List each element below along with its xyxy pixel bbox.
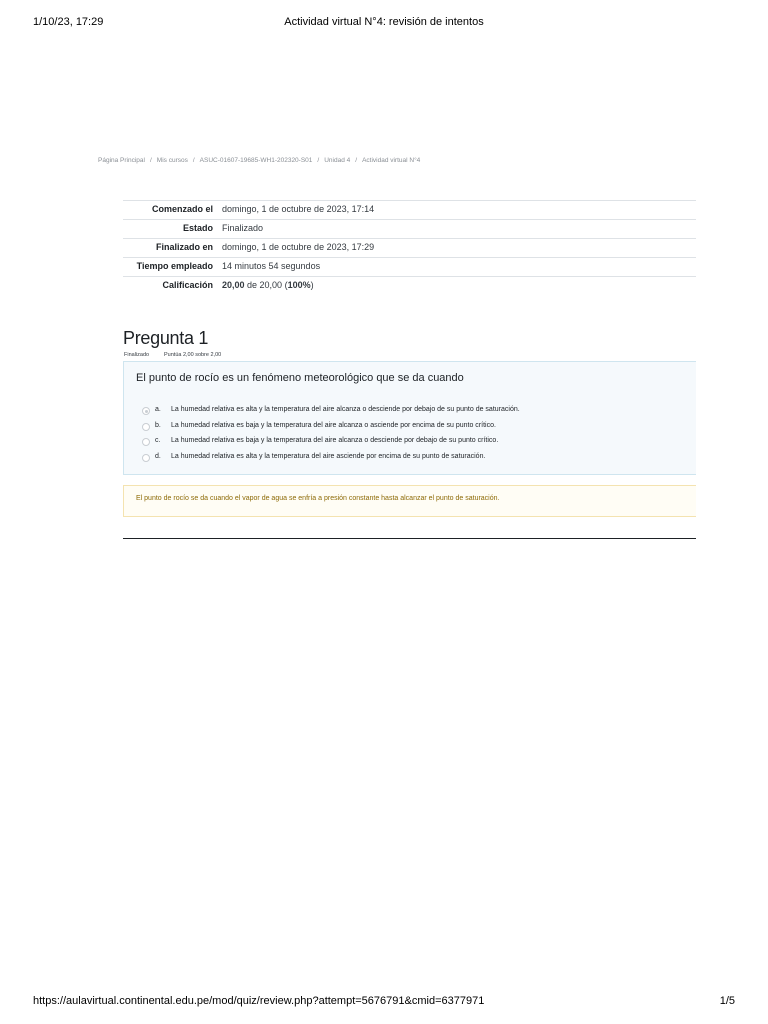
breadcrumb-separator: / bbox=[317, 157, 320, 164]
grade-out-of: de 20,00 ( bbox=[244, 280, 288, 290]
answer-letter: c. bbox=[155, 437, 161, 444]
breadcrumb-activity-link[interactable]: Actividad virtual N°4 bbox=[362, 157, 421, 164]
summary-label: Comenzado el bbox=[151, 204, 213, 214]
breadcrumb-unit-link[interactable]: Unidad 4 bbox=[324, 157, 351, 164]
question-formulation bbox=[123, 361, 696, 475]
grade-score: 20,00 bbox=[222, 280, 245, 290]
breadcrumb-home-link[interactable]: Página Principal bbox=[98, 157, 145, 164]
summary-value: Finalizado bbox=[222, 223, 264, 233]
section-divider bbox=[123, 538, 696, 539]
radio-icon[interactable] bbox=[142, 454, 150, 462]
breadcrumb-separator: / bbox=[355, 157, 358, 164]
summary-label: Calificación bbox=[162, 280, 213, 290]
answer-letter: a. bbox=[155, 406, 161, 413]
grade-percent: 100% bbox=[287, 280, 311, 290]
grade-close-paren: ) bbox=[310, 280, 314, 290]
question-prompt: El punto de rocío es un fenómeno meteorológico que se da cuando bbox=[136, 372, 464, 384]
answer-text: La humedad relativa es alta y la temperatura del aire asciende por encima de su punto de saturación. bbox=[171, 452, 486, 460]
breadcrumb-my-courses-link[interactable]: Mis cursos bbox=[156, 157, 188, 164]
question-grade: Puntúa 2,00 sobre 2,00 bbox=[164, 352, 222, 358]
answer-text: La humedad relativa es baja y la temperatura del aire alcanza o desciende por debajo de su punto crítico. bbox=[171, 437, 499, 444]
question-feedback-box bbox=[123, 485, 696, 517]
answer-letter: b. bbox=[155, 421, 161, 429]
summary-value: domingo, 1 de octubre de 2023, 17:14 bbox=[222, 204, 375, 214]
attempt-summary-table bbox=[123, 200, 696, 295]
summary-row-state bbox=[123, 220, 696, 239]
breadcrumb-separator: / bbox=[192, 157, 195, 164]
breadcrumb bbox=[98, 157, 420, 164]
general-feedback: El punto de rocío se da cuando el vapor de agua se enfría a presión constante hasta alcanzar el punto de saturación. bbox=[136, 495, 500, 502]
summary-value: 14 minutos 54 segundos bbox=[222, 261, 321, 271]
summary-label: Estado bbox=[182, 223, 213, 233]
summary-row-grade bbox=[123, 277, 696, 296]
breadcrumb-course-link[interactable]: ASUC-01607-19685-WH1-202320-S01 bbox=[199, 157, 313, 164]
summary-grade-value bbox=[218, 277, 696, 296]
summary-label: Finalizado en bbox=[155, 242, 213, 252]
summary-row-time-taken bbox=[123, 258, 696, 277]
question-title: Pregunta 1 bbox=[123, 328, 209, 348]
breadcrumb-separator: / bbox=[149, 157, 152, 164]
summary-label: Tiempo empleado bbox=[136, 261, 213, 271]
radio-icon[interactable] bbox=[142, 438, 150, 446]
print-header-date: 1/10/23, 17:29 bbox=[33, 16, 104, 28]
summary-value: domingo, 1 de octubre de 2023, 17:29 bbox=[222, 242, 375, 252]
answer-text: La humedad relativa es baja y la temperatura del aire alcanza o asciende por encima de su punto crítico. bbox=[171, 421, 496, 429]
answer-letter: d. bbox=[155, 452, 161, 460]
summary-row-started bbox=[123, 201, 696, 220]
answer-text: La humedad relativa es alta y la temperatura del aire alcanza o desciende por debajo de su punto de saturación. bbox=[171, 406, 520, 413]
radio-selected-icon[interactable] bbox=[142, 407, 150, 415]
question-state: Finalizado bbox=[124, 352, 150, 358]
summary-row-completed bbox=[123, 239, 696, 258]
print-footer-url: https://aulavirtual.continental.edu.pe/mod/quiz/review.php?attempt=5676791&cmid=6377971 bbox=[33, 995, 485, 1007]
print-footer-page-number: 1/5 bbox=[719, 995, 735, 1007]
print-header-title: Actividad virtual N°4: revisión de intentos bbox=[284, 16, 484, 28]
radio-icon[interactable] bbox=[142, 423, 150, 431]
